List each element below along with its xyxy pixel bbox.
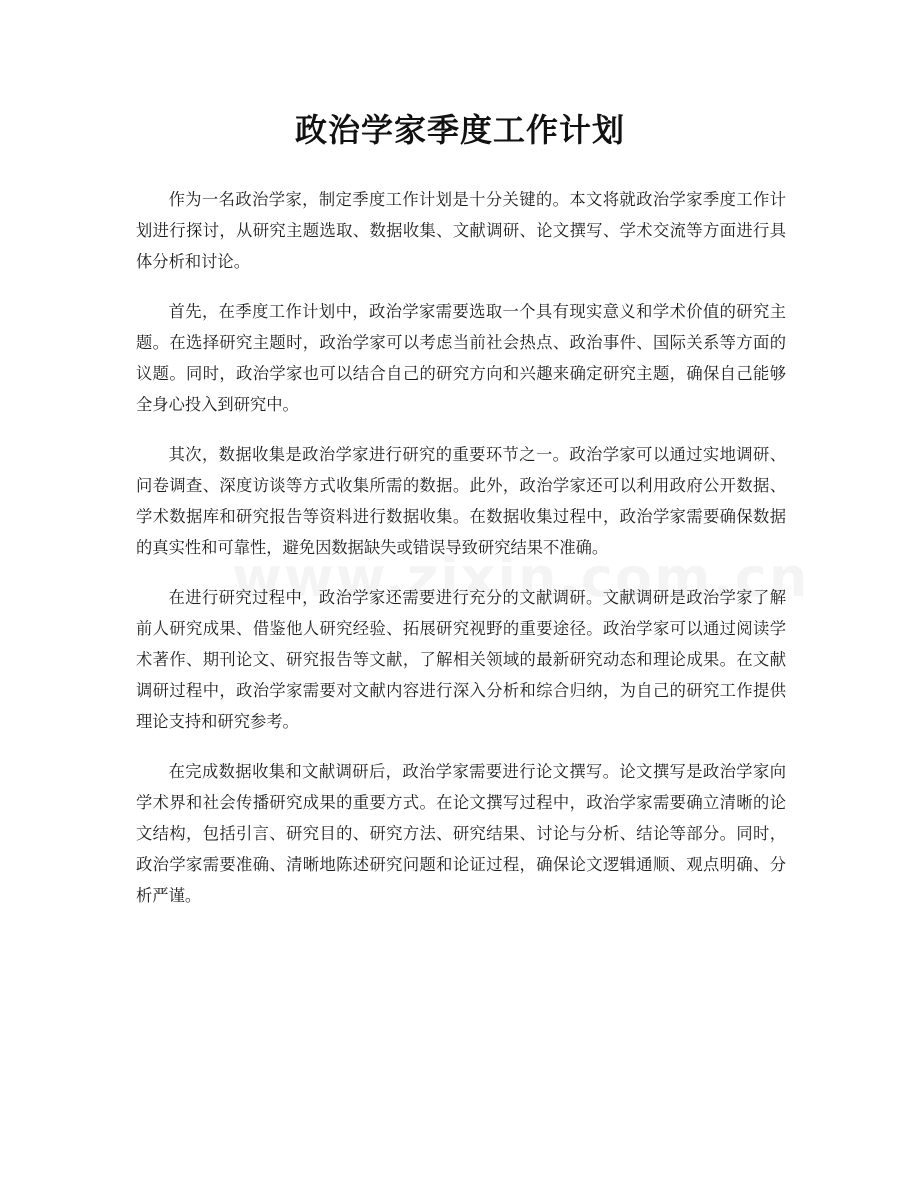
paragraph-intro: 作为一名政治学家，制定季度工作计划是十分关键的。本文将就政治学家季度工作计划进行探讨，从研究主题选取、数据收集、文献调研、论文撰写、学术交流等方面进行具体分析和讨论。 bbox=[136, 190, 786, 271]
paragraph-literature-review: 在进行研究过程中，政治学家还需要进行充分的文献调研。文献调研是政治学家了解前人研究成果、借鉴他人研究经验、拓展研究视野的重要途径。政治学家可以通过阅读学术著作、期刊论文、研究报告等文献，了解相关领域的最新研究动态和理论成果。在文献调研过程中，政治学家需要对文献内容进行深入分析和综合归纳，为自己的研究工作提供理论支持和研究参考。 bbox=[136, 588, 786, 731]
paragraph-data-collection: 其次，数据收集是政治学家进行研究的重要环节之一。政治学家可以通过实地调研、问卷调查、深度访谈等方式收集所需的数据。此外，政治学家还可以利用政府公开数据、学术数据库和研究报告等资料进行数据收集。在数据收集过程中，政治学家需要确保数据的真实性和可靠性，避免因数据缺失或错误导致研究结果不准确。 bbox=[136, 445, 786, 557]
document-title: 政治学家季度工作计划 bbox=[294, 111, 625, 149]
document-body bbox=[136, 184, 786, 930]
paragraph-paper-writing: 在完成数据收集和文献调研后，政治学家需要进行论文撰写。论文撰写是政治学家向学术界和社会传播研究成果的重要方式。在论文撰写过程中，政治学家需要确立清晰的论文结构，包括引言、研究目的、研究方法、研究结果、讨论与分析、结论等部分。同时，政治学家需要准确、清晰地陈述研究问题和论证过程，确保论文逻辑通顺、观点明确、分析严谨。 bbox=[136, 762, 786, 905]
paragraph-research-topic: 首先，在季度工作计划中，政治学家需要选取一个具有现实意义和学术价值的研究主题。在选择研究主题时，政治学家可以考虑当前社会热点、政治事件、国际关系等方面的议题。同时，政治学家也可以结合自己的研究方向和兴趣来确定研究主题，确保自己能够全身心投入到研究中。 bbox=[136, 302, 786, 414]
